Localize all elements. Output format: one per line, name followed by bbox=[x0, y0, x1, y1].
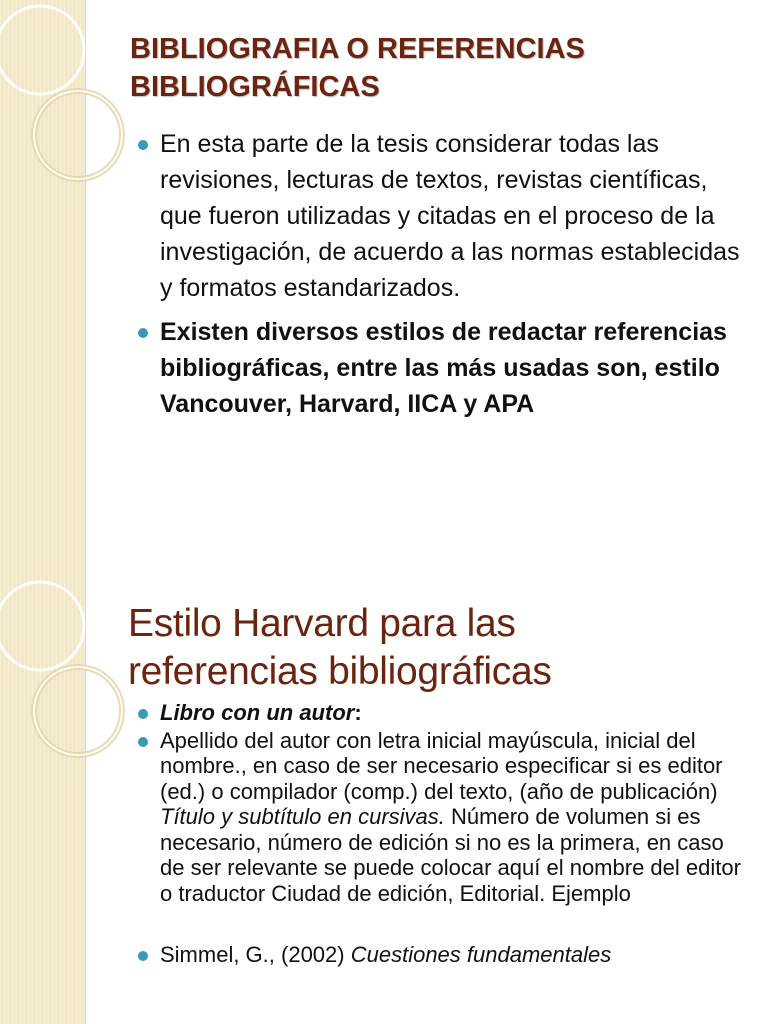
bullet-text: Existen diversos estilos de redactar referencias bibliográficas, entre las más usadas son, estilo Vancouver, Harvard, IICA y APA bbox=[160, 318, 727, 418]
bullet-text-italic: Cuestiones fundamentales bbox=[350, 942, 612, 967]
bullet-text: En esta parte de la tesis considerar todas las revisiones, lecturas de textos, revistas científicas, que fueron utilizadas y citadas en el proceso de la investigación, de acuerdo a las normas establecidas y formatos estandarizados. bbox=[160, 130, 740, 302]
list-item bbox=[134, 728, 754, 907]
list-item bbox=[134, 942, 754, 968]
bullet-list bbox=[134, 126, 744, 430]
bullet-icon bbox=[138, 951, 148, 961]
list-item bbox=[134, 314, 744, 422]
list-item bbox=[134, 700, 754, 726]
title-line-1: Estilo Harvard para las bbox=[128, 602, 516, 645]
slide-title bbox=[130, 30, 730, 106]
title-line-2: referencias bibliográficas bbox=[128, 650, 552, 693]
title-line-1: BIBLIOGRAFIA O REFERENCIAS bbox=[130, 33, 585, 65]
bullet-label: Libro con un autor bbox=[160, 700, 355, 725]
bullet-icon bbox=[138, 140, 148, 150]
list-item bbox=[134, 126, 744, 306]
slide-title bbox=[128, 600, 748, 696]
bullet-icon bbox=[138, 709, 148, 719]
bullet-icon bbox=[138, 737, 148, 747]
title-line-2: BIBLIOGRÁFICAS bbox=[130, 71, 380, 103]
bullet-list bbox=[134, 700, 754, 970]
bullet-text: Apellido del autor con letra inicial mayúscula, inicial del nombre., en caso de ser necesario especificar si es editor (ed.) o compilador (comp.) del texto, (año de publicación) bbox=[160, 727, 723, 804]
bullet-text: Simmel, G., (2002) bbox=[160, 942, 351, 967]
bullet-icon bbox=[138, 328, 148, 338]
bullet-label-suffix: : bbox=[354, 700, 362, 725]
bullet-text: Número de volumen si es necesario, número de edición si no es la primera, en caso de ser relevante se puede colocar aquí el nombre del editor o traductor Ciudad de edición, Editorial. Ejemplo bbox=[160, 804, 741, 906]
bullet-text-italic: Título y subtítulo en cursivas. bbox=[160, 804, 445, 829]
